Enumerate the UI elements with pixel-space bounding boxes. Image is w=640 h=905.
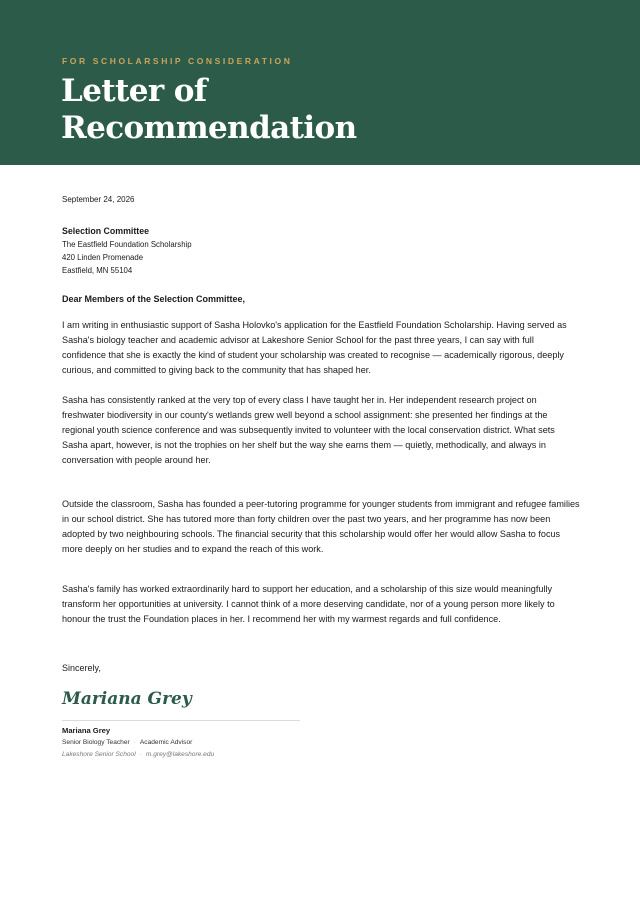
header-eyebrow: FOR SCHOLARSHIP CONSIDERATION	[62, 56, 293, 66]
signer-role: Academic Advisor	[139, 739, 193, 746]
paragraph-1: I am writing in enthusiastic support of Sasha Holovko's application for the Eastfield Foundation Scholarship. Having served as Sasha's biology teacher and academic advisor at Lakeshore Senior School for the past three years, I can say with full confidence that she is exactly the kind of student your scholarship was created to recognise — academically rigorous, deeply curious, and committed to giving back to the community that has shaped her.	[62, 320, 567, 375]
recipient-org: The Eastfield Foundation Scholarship	[62, 240, 192, 249]
signer-contact-line	[62, 749, 580, 761]
signer-role-line	[62, 737, 580, 749]
recipient-street: 420 Linden Promenade	[62, 253, 144, 262]
signer-school: Lakeshore Senior School	[62, 751, 136, 758]
letter-date: September 24, 2026	[62, 195, 135, 204]
handwritten-signature: Mariana Grey	[62, 689, 192, 709]
letter-body	[62, 192, 580, 761]
recipient-city: Eastfield, MN 55104	[62, 266, 133, 275]
signer-title: Senior Biology Teacher	[62, 739, 130, 746]
salutation: Dear Members of the Selection Committee,	[62, 294, 246, 304]
signer-email: m.grey@lakeshore.edu	[145, 751, 215, 758]
recipient-address	[62, 225, 580, 277]
paragraph-3: Outside the classroom, Sasha has founded a peer-tutoring programme for younger students from immigrant and refugee families in our school district. She has tutored more than forty children over the past two years, and her programme has now been adopted by two neighbouring schools. The financial security that this scholarship would offer her would allow Sasha to focus more deeply on her studies and to expand the reach of this work.	[62, 499, 580, 554]
signature-divider	[62, 720, 300, 721]
letter-header	[0, 0, 640, 165]
signer-name: Mariana Grey	[62, 726, 111, 735]
letter-title	[61, 73, 357, 147]
paragraph-2: Sasha has consistently ranked at the very top of every class I have taught her in. Her independent research project on freshwater biodiversity in our county's wetlands grew well beyond a school assignment: she presented her findings at the regional youth science conference and was subsequently invited to volunteer with the local conservation district. What sets Sasha apart, however, is not the trophies on her shelf but the way she earns them — quietly, methodically, and always in conversation with people around her.	[62, 395, 555, 465]
paragraph-4: Sasha's family has worked extraordinarily hard to support her education, and a scholarship of this size would meaningfully transform her opportunities at university. I cannot think of a more deserving candidate, nor of a young person more likely to honour the trust the Foundation places in her. I recommend her with my warmest regards and full confidence.	[62, 584, 555, 624]
letter-title-line-1: Letter of	[61, 73, 207, 109]
recipient-name: Selection Committee	[62, 226, 150, 236]
closing: Sincerely,	[62, 663, 101, 673]
separator-dot: ·	[139, 751, 142, 758]
letter-title-line-2: Recommendation	[61, 110, 357, 146]
separator-dot: ·	[133, 739, 136, 746]
